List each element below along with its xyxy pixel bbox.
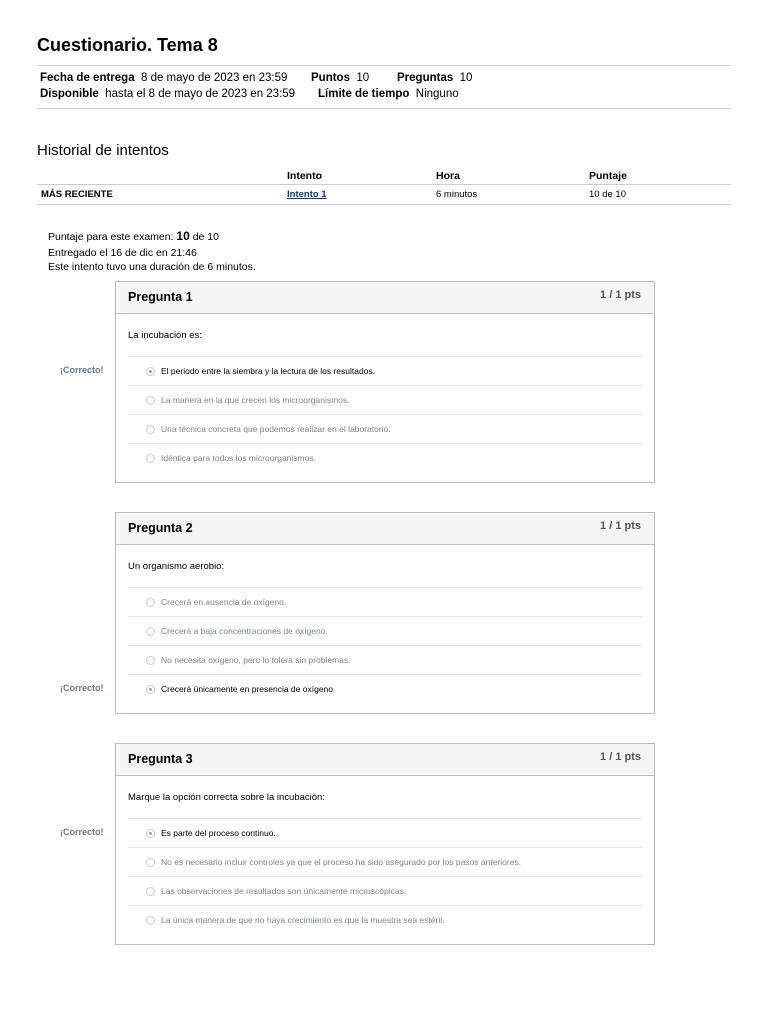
answer-label: Crecerá únicamente en presencia de oxígeno <box>161 684 333 694</box>
question-text: Marque la opción correcta sobre la incubación: <box>128 792 325 803</box>
answer-option[interactable] <box>128 818 642 847</box>
question-body <box>116 545 654 713</box>
answer-label: No necesita oxígeno, pero lo tolera sin problemas. <box>161 655 351 665</box>
answer-option[interactable] <box>128 674 642 703</box>
points <box>311 72 369 84</box>
answer-label: Idéntica para todos los microorganismos. <box>161 453 316 463</box>
time-limit-label: Límite de tiempo <box>318 88 410 100</box>
duration-text: Este intento tuvo una duración de 6 minutos. <box>48 261 256 273</box>
answer-label: Crecerá en ausencia de oxígeno. <box>161 597 287 607</box>
divider <box>37 204 731 205</box>
answer-option[interactable] <box>128 847 642 876</box>
attempt-link[interactable]: Intento 1 <box>287 189 327 200</box>
score-suffix: de 10 <box>192 231 219 243</box>
radio-selected-icon[interactable] <box>146 367 155 376</box>
time-limit-value: Ninguno <box>415 88 459 100</box>
answer-option[interactable] <box>128 414 642 443</box>
answer-option[interactable] <box>128 587 642 616</box>
question-title: Pregunta 1 <box>128 290 193 304</box>
history-header-score: Puntaje <box>589 170 627 182</box>
due-date <box>40 72 287 84</box>
history-header-attempt: Intento <box>287 170 322 182</box>
score-prefix: Puntaje para este examen: <box>48 231 174 243</box>
answer-label: Una técnica concreta que podemos realizar en el laboratorio. <box>161 424 391 434</box>
correct-tag: ¡Correcto! <box>60 827 104 837</box>
radio-icon[interactable] <box>146 598 155 607</box>
page-title: Cuestionario. Tema 8 <box>37 35 218 55</box>
questions-count <box>397 72 472 84</box>
radio-icon[interactable] <box>146 916 155 925</box>
question-points: 1 / 1 pts <box>600 289 641 301</box>
answer-option[interactable] <box>128 356 642 385</box>
answer-label: Las observaciones de resultados son únicamente microscópicas. <box>161 886 407 896</box>
question-card <box>115 281 655 483</box>
radio-icon[interactable] <box>146 627 155 636</box>
divider <box>37 65 731 66</box>
question-points: 1 / 1 pts <box>600 751 641 763</box>
question-title: Pregunta 3 <box>128 752 193 766</box>
points-value: 10 <box>356 72 370 84</box>
radio-icon[interactable] <box>146 656 155 665</box>
radio-selected-icon[interactable] <box>146 829 155 838</box>
radio-icon[interactable] <box>146 887 155 896</box>
question-header <box>116 744 654 776</box>
answer-label: Es parte del proceso continuo. <box>161 828 276 838</box>
answer-label: Crecerá a baja concentraciones de oxígeno. <box>161 626 328 636</box>
radio-icon[interactable] <box>146 425 155 434</box>
due-value: 8 de mayo de 2023 en 23:59 <box>140 72 288 84</box>
radio-icon[interactable] <box>146 396 155 405</box>
radio-icon[interactable] <box>146 858 155 867</box>
divider <box>37 108 731 109</box>
radio-icon[interactable] <box>146 454 155 463</box>
answer-label: La única manera de que no haya crecimiento es que la muestra sea estéril. <box>161 915 445 925</box>
answer-label: El periodo entre la siembra y la lectura de los resultados. <box>161 366 376 376</box>
questions-label: Preguntas <box>397 72 454 84</box>
question-text: Un organismo aerobio: <box>128 561 225 572</box>
answer-label: La manera en la que crecen los microorganismos. <box>161 395 350 405</box>
answer-option[interactable] <box>128 385 642 414</box>
answer-option[interactable] <box>128 443 642 472</box>
question-header <box>116 513 654 545</box>
submitted-text: Entregado el 16 de dic en 21:46 <box>48 247 197 259</box>
question-title: Pregunta 2 <box>128 521 193 535</box>
score-summary <box>48 229 219 243</box>
question-points: 1 / 1 pts <box>600 520 641 532</box>
answer-option[interactable] <box>128 876 642 905</box>
questions-value: 10 <box>459 72 473 84</box>
history-header-time: Hora <box>436 170 460 182</box>
question-card <box>115 512 655 714</box>
answer-option[interactable] <box>128 905 642 934</box>
question-body <box>116 314 654 482</box>
available-value: hasta el 8 de mayo de 2023 en 23:59 <box>105 88 296 100</box>
availability <box>40 88 295 100</box>
question-text: La incubación es: <box>128 330 202 341</box>
answer-option[interactable] <box>128 616 642 645</box>
history-row-label: MÁS RECIENTE <box>41 189 113 200</box>
radio-selected-icon[interactable] <box>146 685 155 694</box>
correct-tag: ¡Correcto! <box>60 365 104 375</box>
score-value: 10 <box>176 229 190 243</box>
history-title: Historial de intentos <box>37 142 169 159</box>
question-body <box>116 776 654 944</box>
available-label: Disponible <box>40 88 99 100</box>
time-limit <box>318 88 459 100</box>
answer-option[interactable] <box>128 645 642 674</box>
history-row-score: 10 de 10 <box>589 189 626 200</box>
correct-tag: ¡Correcto! <box>60 683 104 693</box>
history-row-time: 6 minutos <box>436 189 478 200</box>
points-label: Puntos <box>311 72 350 84</box>
answer-label: No es necesario incluir controles ya que el proceso ha sido asegurado por los pasos anteriores. <box>161 857 522 867</box>
divider <box>37 184 731 185</box>
question-card <box>115 743 655 945</box>
question-header <box>116 282 654 314</box>
due-label: Fecha de entrega <box>40 72 135 84</box>
